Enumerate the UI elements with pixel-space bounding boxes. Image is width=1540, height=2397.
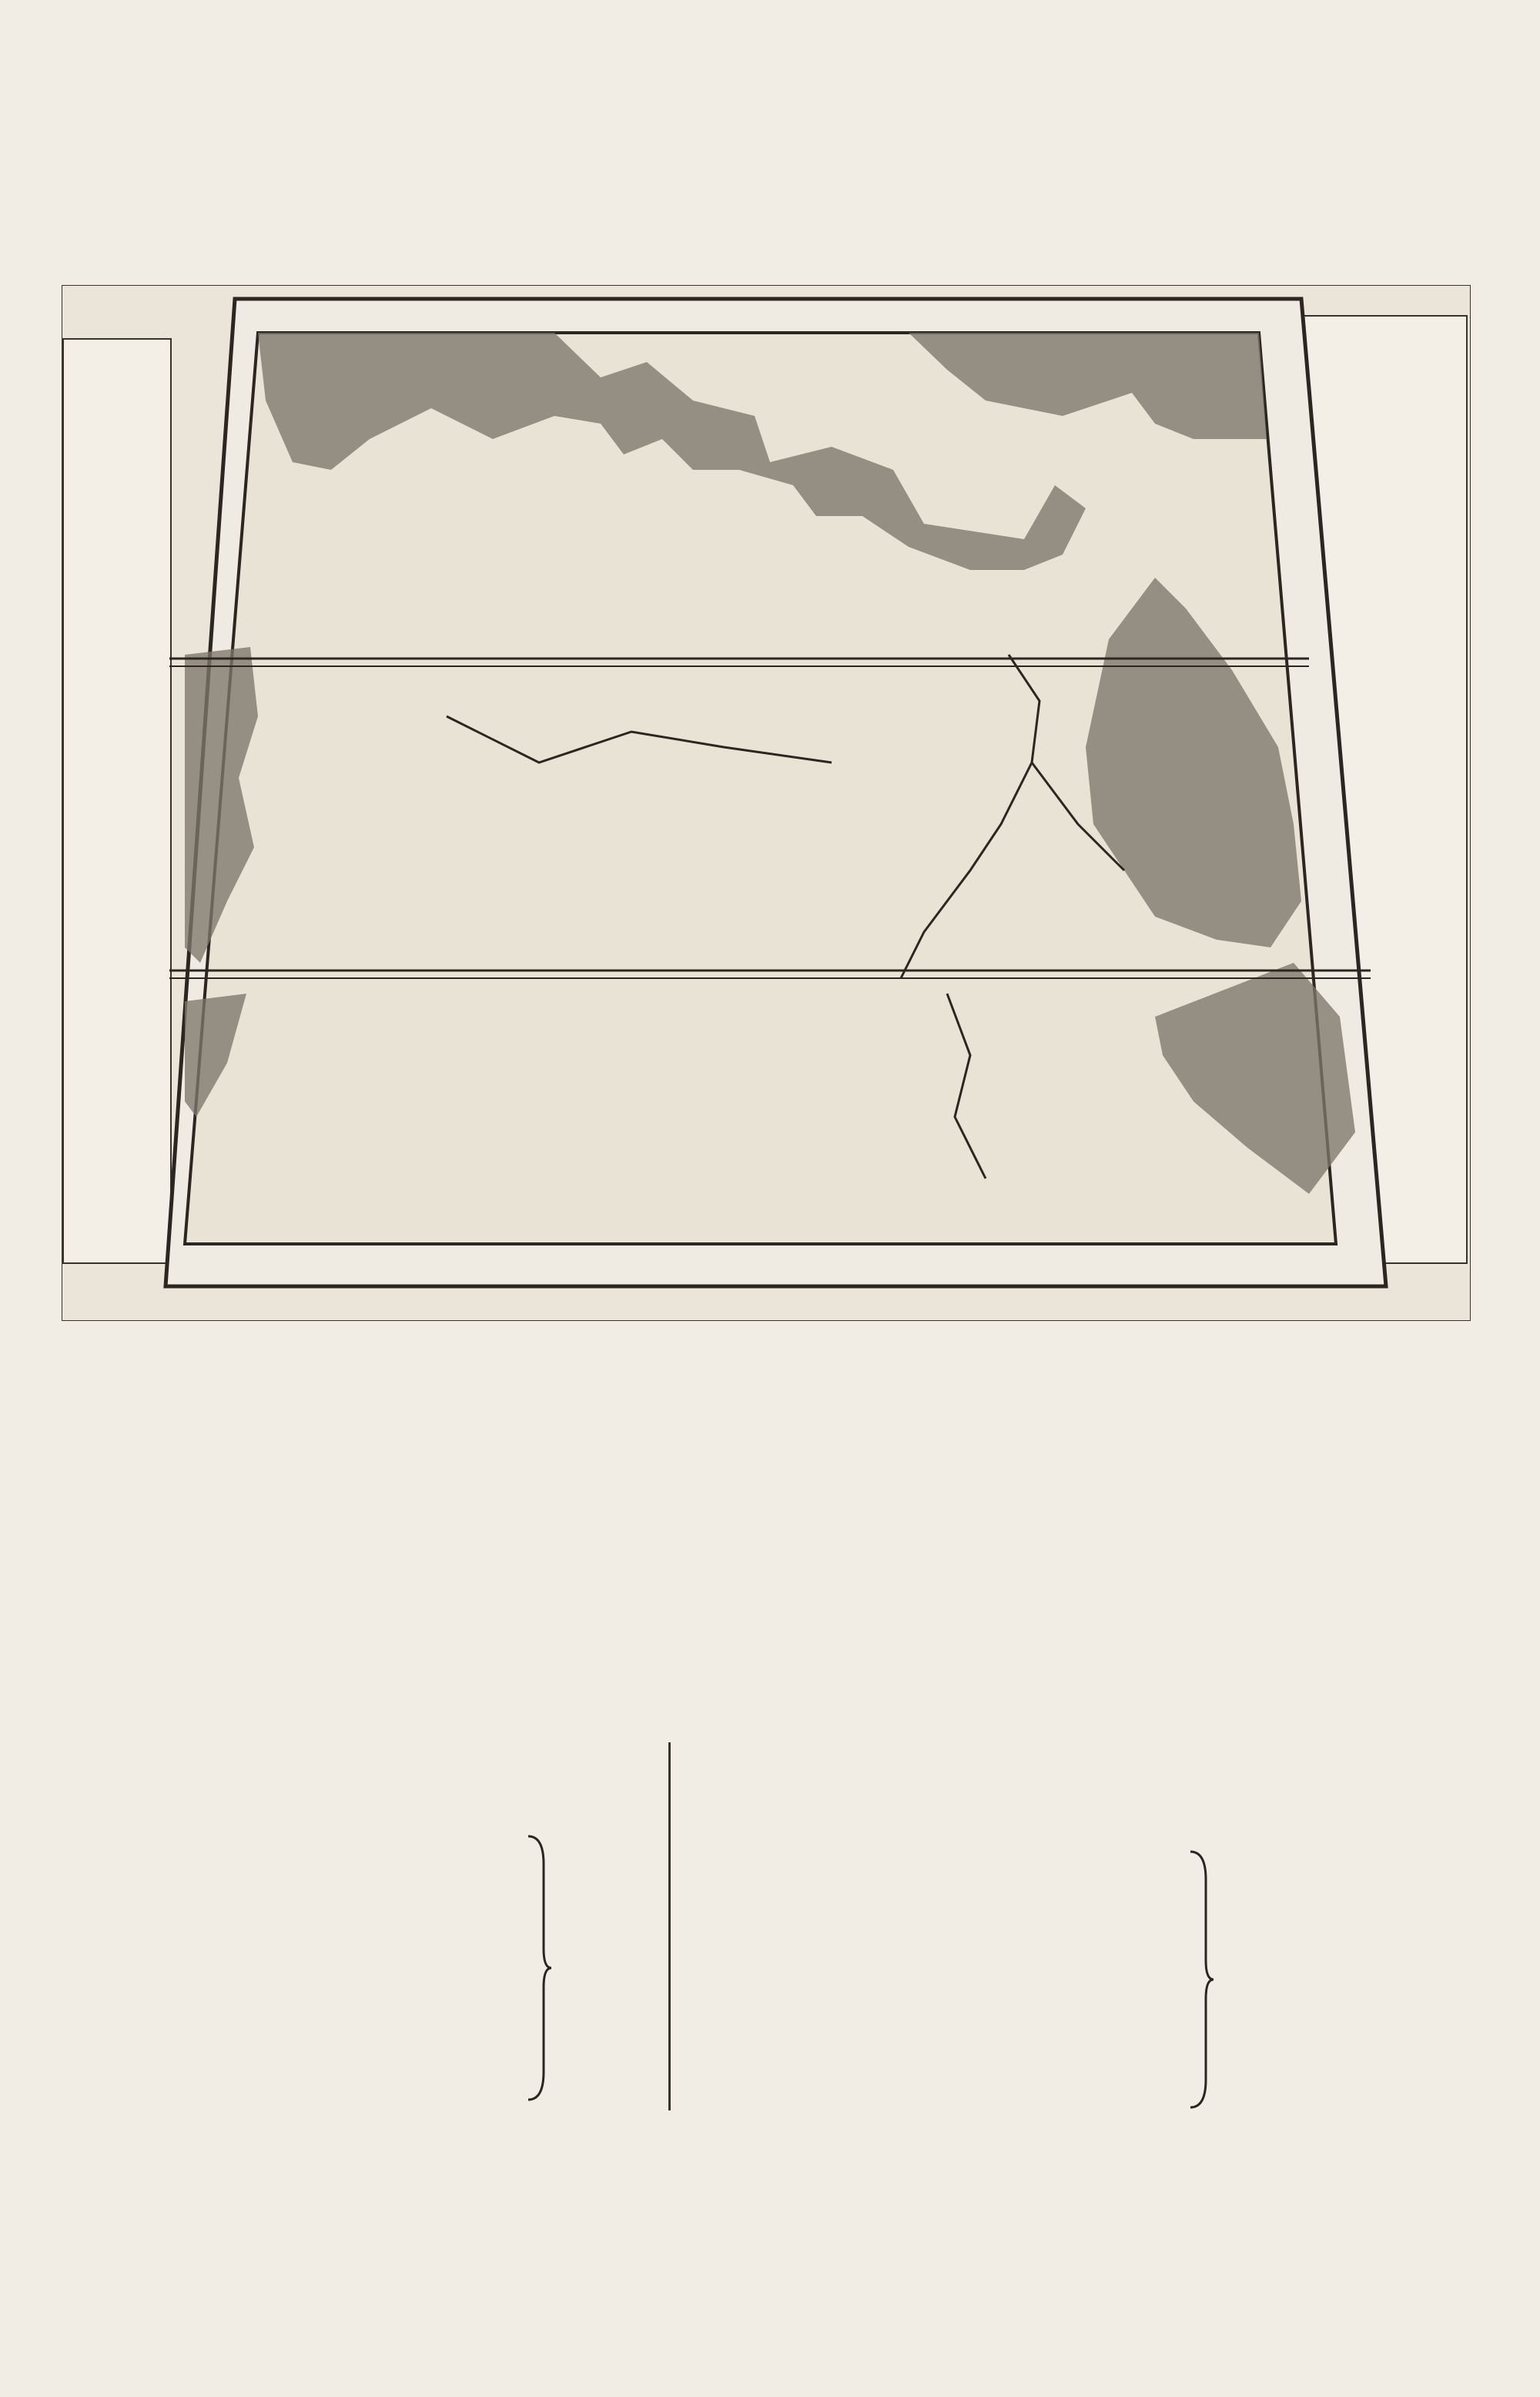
ptolemaic-map (62, 285, 1471, 1321)
description-paragraph (52, 1362, 1317, 1366)
column-divider (668, 1742, 671, 2110)
map-engraving (62, 285, 1471, 1321)
libia-brace (524, 1833, 554, 2103)
etiopia-brace (1186, 1849, 1217, 2110)
